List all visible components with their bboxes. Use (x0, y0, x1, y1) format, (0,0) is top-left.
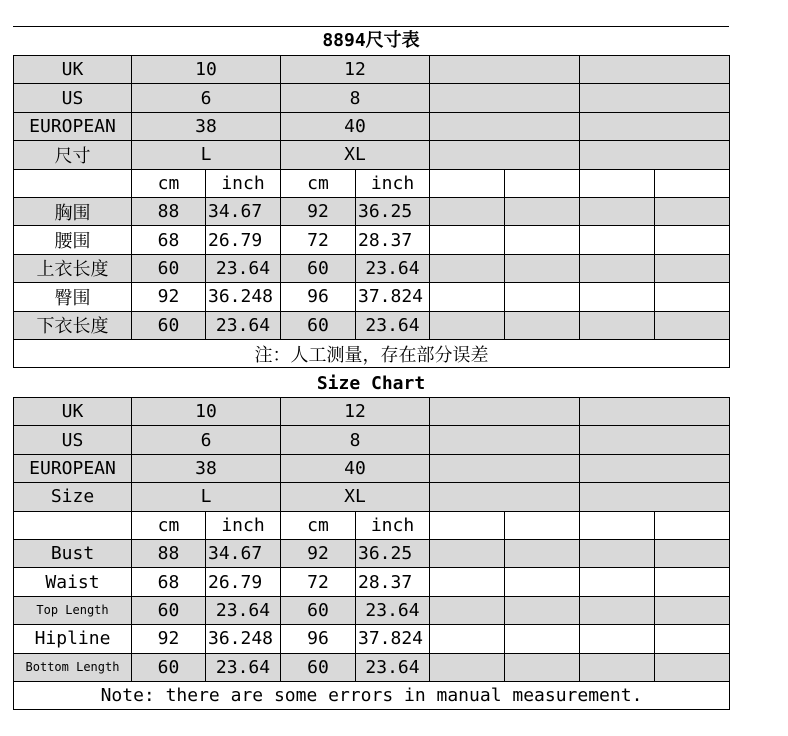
size-row-letter (14, 141, 730, 169)
note-row (14, 681, 730, 709)
measure-row-bottom-length (14, 653, 730, 681)
empty-cell (430, 84, 580, 112)
unit-row (14, 169, 730, 197)
size-row-european (14, 112, 730, 140)
size-l-value: L (132, 141, 281, 169)
row-label: 下衣长度 (14, 311, 132, 339)
empty-cell (580, 483, 730, 511)
size-xl-value: XL (281, 141, 430, 169)
empty-cell (505, 197, 580, 225)
empty-cell (430, 511, 505, 539)
xl-inch-value: 36.25 (356, 197, 430, 225)
measure-row-top-length (14, 254, 730, 282)
measurement-note: 注：人工测量，存在部分误差 (14, 339, 730, 367)
empty-cell (430, 254, 505, 282)
size-row-european (14, 454, 730, 482)
empty-cell (505, 226, 580, 254)
empty-cell (505, 169, 580, 197)
measure-row-bust (14, 539, 730, 567)
top-rule (13, 26, 729, 27)
size-xl-value: 8 (281, 84, 430, 112)
xl-cm-value: 72 (281, 226, 356, 254)
size-row-us (14, 426, 730, 454)
row-label: 腰围 (14, 226, 132, 254)
measure-row-top-length (14, 596, 730, 624)
size-row-uk (14, 398, 730, 426)
empty-cell (580, 56, 730, 84)
unit-inch: inch (356, 169, 430, 197)
empty-cell (430, 539, 505, 567)
note-row (14, 339, 730, 367)
row-label: EUROPEAN (14, 454, 132, 482)
empty-cell (655, 625, 730, 653)
row-label: Bust (14, 539, 132, 567)
xl-inch-value: 28.37 (356, 226, 430, 254)
size-table-cn (13, 55, 730, 368)
size-l-value: 38 (132, 112, 281, 140)
empty-cell (580, 653, 655, 681)
size-l-value: 6 (132, 426, 281, 454)
empty-cell (580, 596, 655, 624)
empty-cell (505, 653, 580, 681)
row-label: 上衣长度 (14, 254, 132, 282)
l-inch-value: 34.67 (206, 197, 281, 225)
xl-cm-value: 96 (281, 283, 356, 311)
measure-row-waist (14, 568, 730, 596)
unit-cm: cm (281, 511, 356, 539)
l-inch-value: 23.64 (206, 596, 281, 624)
empty-cell (655, 311, 730, 339)
row-label: Bottom Length (14, 653, 132, 681)
l-cm-value: 60 (132, 653, 206, 681)
row-label: UK (14, 398, 132, 426)
empty-cell (430, 653, 505, 681)
empty-cell (430, 596, 505, 624)
empty-cell (505, 254, 580, 282)
xl-cm-value: 96 (281, 625, 356, 653)
empty-cell (505, 568, 580, 596)
empty-cell (655, 539, 730, 567)
empty-cell (505, 511, 580, 539)
unit-inch: inch (206, 511, 281, 539)
measure-row-waist (14, 226, 730, 254)
xl-inch-value: 23.64 (356, 254, 430, 282)
empty-cell (580, 398, 730, 426)
empty-cell (655, 226, 730, 254)
l-cm-value: 60 (132, 311, 206, 339)
xl-cm-value: 92 (281, 197, 356, 225)
xl-inch-value: 23.64 (356, 653, 430, 681)
l-cm-value: 88 (132, 197, 206, 225)
empty-cell (580, 283, 655, 311)
empty-cell (655, 511, 730, 539)
row-label: UK (14, 56, 132, 84)
empty-cell (430, 454, 580, 482)
empty-cell (505, 539, 580, 567)
xl-cm-value: 92 (281, 539, 356, 567)
row-label: US (14, 426, 132, 454)
row-label: Hipline (14, 625, 132, 653)
xl-cm-value: 60 (281, 311, 356, 339)
unit-cm: cm (281, 169, 356, 197)
xl-inch-value: 23.64 (356, 311, 430, 339)
l-cm-value: 60 (132, 596, 206, 624)
empty-cell (580, 226, 655, 254)
xl-inch-value: 37.824 (356, 283, 430, 311)
empty-cell (505, 311, 580, 339)
empty-cell (505, 283, 580, 311)
l-inch-value: 23.64 (206, 311, 281, 339)
size-l-value: 10 (132, 56, 281, 84)
size-l-value: 10 (132, 398, 281, 426)
empty-cell (430, 398, 580, 426)
l-cm-value: 68 (132, 568, 206, 596)
empty-cell (655, 596, 730, 624)
empty-cell (580, 84, 730, 112)
empty-cell (505, 596, 580, 624)
l-cm-value: 92 (132, 625, 206, 653)
empty-cell (655, 254, 730, 282)
measure-row-hipline (14, 625, 730, 653)
empty-cell (430, 283, 505, 311)
empty-cell (430, 169, 505, 197)
empty-cell (430, 56, 580, 84)
empty-cell (430, 568, 505, 596)
empty-cell (430, 112, 580, 140)
empty-cell (430, 625, 505, 653)
size-xl-value: XL (281, 483, 430, 511)
row-label: 臀围 (14, 283, 132, 311)
row-label: US (14, 84, 132, 112)
empty-cell (580, 169, 655, 197)
empty-cell (430, 311, 505, 339)
unit-cm: cm (132, 169, 206, 197)
empty-cell (14, 169, 132, 197)
size-xl-value: 40 (281, 454, 430, 482)
xl-inch-value: 36.25 (356, 539, 430, 567)
l-cm-value: 92 (132, 283, 206, 311)
empty-cell (580, 197, 655, 225)
size-xl-value: 12 (281, 398, 430, 426)
unit-cm: cm (132, 511, 206, 539)
empty-cell (580, 625, 655, 653)
row-label: 尺寸 (14, 141, 132, 169)
size-l-value: L (132, 483, 281, 511)
xl-cm-value: 60 (281, 254, 356, 282)
l-inch-value: 36.248 (206, 625, 281, 653)
row-label: Top Length (14, 596, 132, 624)
empty-cell (430, 426, 580, 454)
l-cm-value: 68 (132, 226, 206, 254)
empty-cell (580, 539, 655, 567)
empty-cell (655, 283, 730, 311)
empty-cell (655, 197, 730, 225)
row-label: Waist (14, 568, 132, 596)
l-cm-value: 60 (132, 254, 206, 282)
l-inch-value: 26.79 (206, 226, 281, 254)
empty-cell (580, 454, 730, 482)
size-xl-value: 12 (281, 56, 430, 84)
size-row-letter (14, 483, 730, 511)
xl-cm-value: 60 (281, 653, 356, 681)
row-label: EUROPEAN (14, 112, 132, 140)
xl-cm-value: 72 (281, 568, 356, 596)
empty-cell (655, 568, 730, 596)
xl-inch-value: 28.37 (356, 568, 430, 596)
size-row-us (14, 84, 730, 112)
size-table-en (13, 397, 730, 710)
empty-cell (430, 226, 505, 254)
l-inch-value: 26.79 (206, 568, 281, 596)
size-row-uk (14, 56, 730, 84)
empty-cell (430, 483, 580, 511)
l-inch-value: 34.67 (206, 539, 281, 567)
l-inch-value: 23.64 (206, 653, 281, 681)
empty-cell (655, 169, 730, 197)
empty-cell (14, 511, 132, 539)
unit-row (14, 511, 730, 539)
empty-cell (580, 426, 730, 454)
empty-cell (580, 112, 730, 140)
measurement-note: Note: there are some errors in manual measurement. (14, 681, 730, 709)
measure-row-hip (14, 283, 730, 311)
xl-inch-value: 37.824 (356, 625, 430, 653)
chart-title-cn: 8894尺寸表 (322, 30, 420, 51)
empty-cell (580, 568, 655, 596)
empty-cell (580, 311, 655, 339)
empty-cell (580, 141, 730, 169)
measure-row-bust (14, 197, 730, 225)
xl-cm-value: 60 (281, 596, 356, 624)
empty-cell (580, 511, 655, 539)
empty-cell (580, 254, 655, 282)
xl-inch-value: 23.64 (356, 596, 430, 624)
row-label: 胸围 (14, 197, 132, 225)
empty-cell (430, 197, 505, 225)
chart-title-en: Size Chart (316, 373, 426, 394)
size-xl-value: 40 (281, 112, 430, 140)
row-label: Size (14, 483, 132, 511)
l-inch-value: 36.248 (206, 283, 281, 311)
size-l-value: 6 (132, 84, 281, 112)
empty-cell (430, 141, 580, 169)
unit-inch: inch (206, 169, 281, 197)
l-cm-value: 88 (132, 539, 206, 567)
empty-cell (655, 653, 730, 681)
measure-row-bottom-length (14, 311, 730, 339)
size-xl-value: 8 (281, 426, 430, 454)
l-inch-value: 23.64 (206, 254, 281, 282)
size-l-value: 38 (132, 454, 281, 482)
empty-cell (505, 625, 580, 653)
unit-inch: inch (356, 511, 430, 539)
